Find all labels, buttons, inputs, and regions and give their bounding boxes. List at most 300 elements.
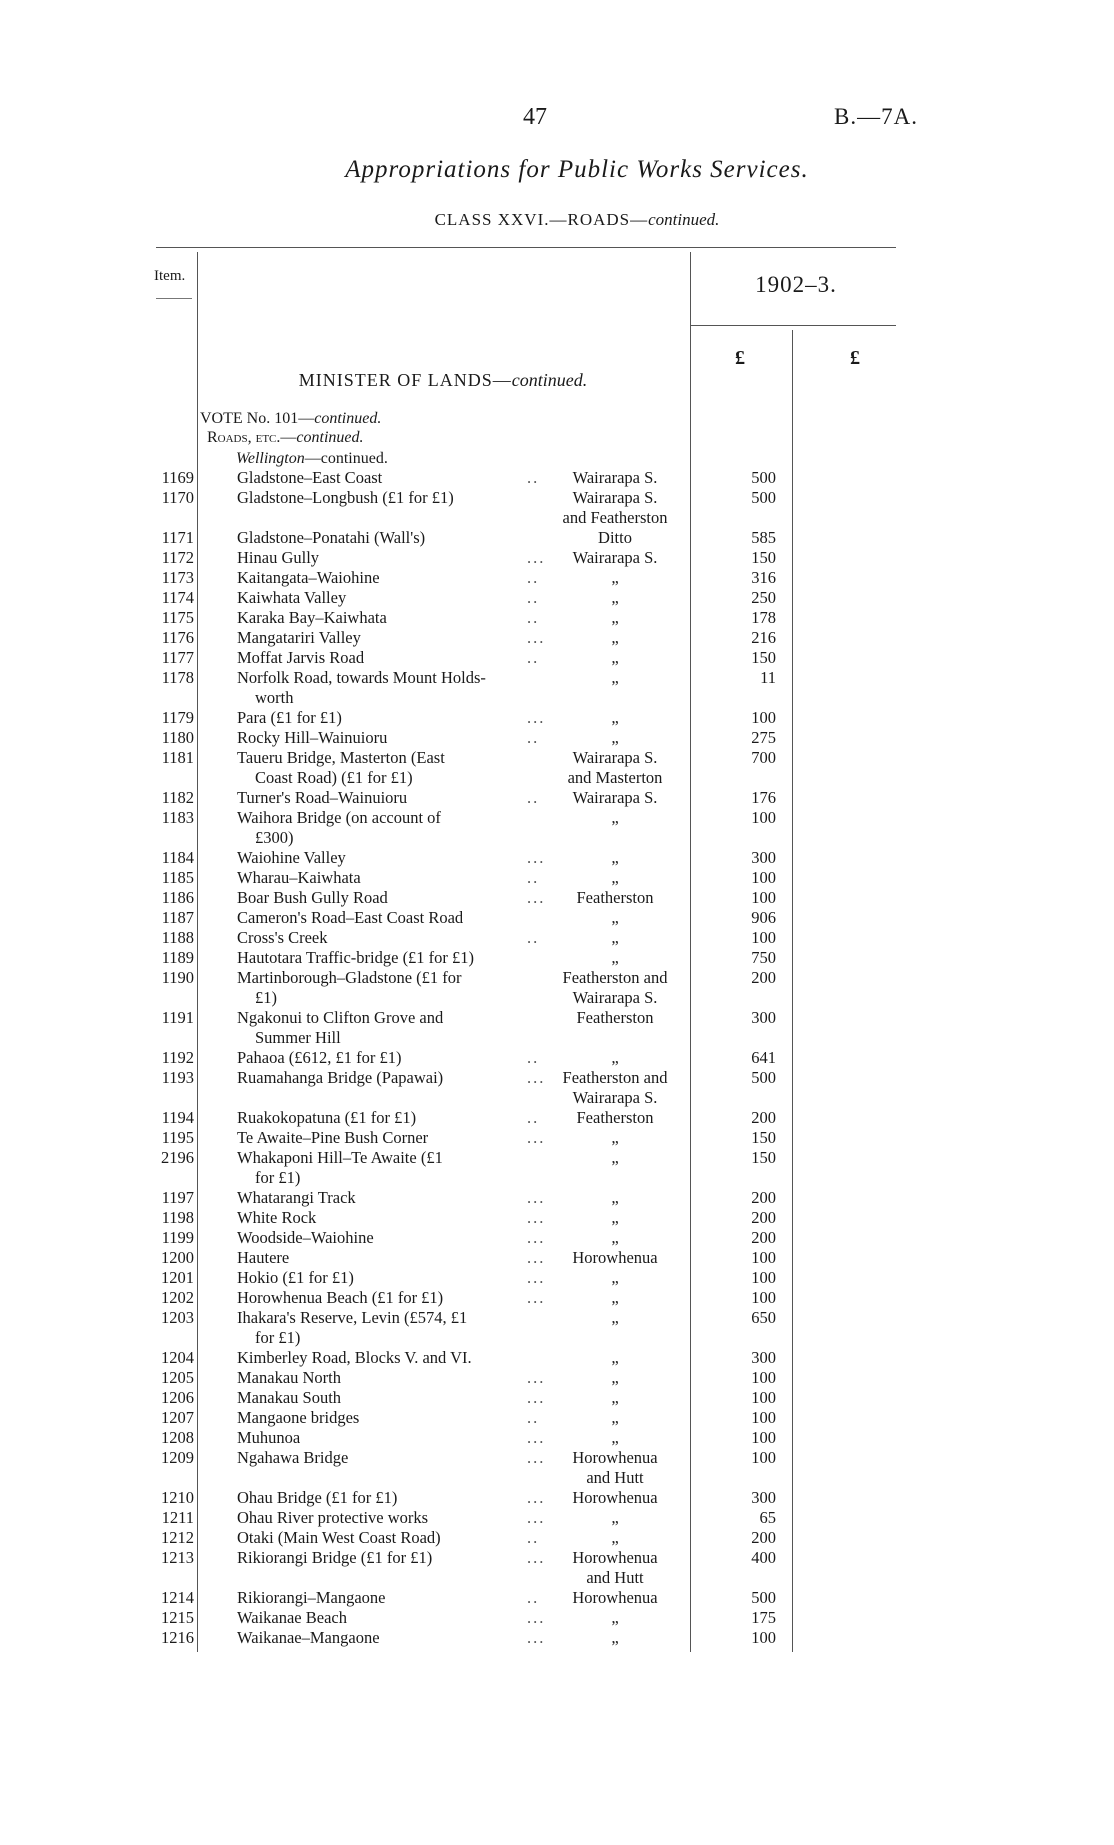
- table-row: [0, 468, 1114, 488]
- road-name: [237, 1388, 547, 1408]
- table-row: [0, 928, 1114, 948]
- district-line: „: [611, 1188, 619, 1207]
- dot-leader: ..: [527, 568, 540, 587]
- table-row: [0, 728, 1114, 748]
- district-line: Horowhenua: [572, 1588, 658, 1607]
- road-name-text: Mangatariri Valley: [237, 628, 361, 647]
- item-number: 1171: [161, 528, 194, 547]
- item-number: 1177: [161, 648, 194, 667]
- district-line: Horowhenua: [572, 1248, 658, 1267]
- road-name-text: Waihora Bridge (on account of: [237, 808, 441, 827]
- amount-value: 200: [751, 1208, 776, 1227]
- district-line: „: [611, 1388, 619, 1407]
- district-line: „: [611, 1288, 619, 1307]
- electoral-district: [540, 1508, 690, 1528]
- amount-value: 100: [751, 1368, 776, 1387]
- district-line: Wairarapa S.: [572, 488, 658, 507]
- road-name: [237, 1628, 547, 1648]
- electoral-district: [540, 608, 690, 628]
- road-name: [237, 1048, 547, 1068]
- district-line: „: [611, 648, 619, 667]
- electoral-district: [540, 568, 690, 588]
- table-row: [0, 628, 1114, 648]
- table-row: [0, 1068, 1114, 1108]
- road-name: [237, 1108, 547, 1128]
- road-name: [237, 1188, 547, 1208]
- district-line: „: [611, 1308, 619, 1327]
- road-name-text: Hautotara Traffic-bridge (£1 for £1): [237, 948, 475, 967]
- road-name: [237, 668, 547, 708]
- electoral-district: [540, 868, 690, 888]
- district-line: and Hutt: [586, 1568, 644, 1587]
- district-line: Featherston: [576, 888, 654, 907]
- roads-heading-label: Roads, etc.—: [207, 429, 297, 446]
- amount-value: 176: [751, 788, 776, 807]
- road-name-text: Otaki (Main West Coast Road): [237, 1528, 441, 1547]
- item-number: 1195: [161, 1128, 194, 1147]
- item-number: 1200: [161, 1248, 194, 1267]
- road-name-text: Hokio (£1 for £1): [237, 1268, 354, 1287]
- table-row: [0, 748, 1114, 788]
- district-line: „: [611, 868, 619, 887]
- road-name-text: Kimberley Road, Blocks V. and VI.: [237, 1348, 472, 1367]
- amount-value: 100: [751, 708, 776, 727]
- table-row: [0, 1488, 1114, 1508]
- dot-leader: ..: [527, 868, 540, 887]
- road-name: [237, 788, 547, 808]
- road-name: [237, 528, 547, 548]
- table-row: [0, 1368, 1114, 1388]
- dot-leader: ...: [527, 1368, 546, 1387]
- item-number: 1192: [161, 1048, 194, 1067]
- electoral-district: [540, 1188, 690, 1208]
- road-name-text: Ohau River protective works: [237, 1508, 429, 1527]
- electoral-district: [540, 668, 690, 688]
- dot-leader: ...: [527, 1068, 546, 1087]
- item-number: 1190: [161, 968, 194, 987]
- road-name-text: Manakau North: [237, 1368, 342, 1387]
- road-name-text: Karaka Bay–Kaiwhata: [237, 608, 387, 627]
- amount-value: 500: [751, 488, 776, 507]
- electoral-district: [540, 488, 690, 528]
- electoral-district: [540, 948, 690, 968]
- road-name-continuation: £300): [255, 828, 294, 847]
- electoral-district: [540, 1488, 690, 1508]
- amount-value: 275: [751, 728, 776, 747]
- electoral-district: [540, 1348, 690, 1368]
- item-number: 1202: [161, 1288, 194, 1307]
- table-row: [0, 968, 1114, 1008]
- road-name: [237, 1608, 547, 1628]
- pound-column-header-1: £: [735, 347, 745, 369]
- road-name: [237, 928, 547, 948]
- amount-value: 641: [751, 1048, 776, 1067]
- table-row: [0, 488, 1114, 528]
- roads-heading: [207, 428, 364, 447]
- road-name: [237, 628, 547, 648]
- vote-heading: [200, 409, 381, 428]
- district-line: „: [611, 1368, 619, 1387]
- table-row: [0, 908, 1114, 928]
- wellington-heading: [236, 449, 388, 468]
- district-line: „: [611, 1528, 619, 1547]
- dot-leader: ...: [527, 1248, 546, 1267]
- dot-leader: ...: [527, 1228, 546, 1247]
- section-heading-continued: continued.: [511, 370, 588, 390]
- district-line: „: [611, 628, 619, 647]
- item-number: 1173: [161, 568, 194, 587]
- vote-heading-label: VOTE No. 101—: [200, 410, 315, 427]
- road-name-text: Rikiorangi–Mangaone: [237, 1588, 386, 1607]
- item-number: 1197: [161, 1188, 194, 1207]
- electoral-district: [540, 808, 690, 828]
- amount-value: 150: [751, 548, 776, 567]
- item-number: 1214: [161, 1588, 194, 1607]
- road-name-text: Ohau Bridge (£1 for £1): [237, 1488, 398, 1507]
- amount-value: 300: [751, 848, 776, 867]
- electoral-district: [540, 648, 690, 668]
- page-title: Appropriations for Public Works Services.: [345, 156, 809, 183]
- district-line: Wairarapa S.: [572, 548, 658, 567]
- electoral-district: [540, 1128, 690, 1148]
- table-row: [0, 1548, 1114, 1588]
- road-name: [237, 1008, 547, 1048]
- table-row: [0, 1288, 1114, 1308]
- road-name-text: Mangaone bridges: [237, 1408, 360, 1427]
- road-name: [237, 1068, 547, 1088]
- amount-value: 100: [751, 1628, 776, 1647]
- table-row: [0, 1188, 1114, 1208]
- dot-leader: ..: [527, 1048, 540, 1067]
- road-name-text: Muhunoa: [237, 1428, 301, 1447]
- item-number: 1185: [161, 868, 194, 887]
- table-row: [0, 1128, 1114, 1148]
- dot-leader: ...: [527, 1288, 546, 1307]
- item-number: 1170: [161, 488, 194, 507]
- page-header: [0, 104, 1114, 134]
- table-row: [0, 708, 1114, 728]
- district-line: Ditto: [598, 528, 632, 547]
- district-line: „: [611, 1148, 619, 1167]
- road-name-text: Turner's Road–Wainuioru: [237, 788, 408, 807]
- amount-value: 200: [751, 1188, 776, 1207]
- dot-leader: ...: [527, 1428, 546, 1447]
- amount-value: 250: [751, 588, 776, 607]
- road-name: [237, 1208, 547, 1228]
- table-row: [0, 1108, 1114, 1128]
- table-row: [0, 1388, 1114, 1408]
- class-title-continued: continued.: [648, 210, 720, 229]
- amount-value: 200: [751, 1108, 776, 1127]
- dot-leader: ...: [527, 1608, 546, 1627]
- table-row: [0, 1628, 1114, 1648]
- table-row: [0, 848, 1114, 868]
- item-number: 1206: [161, 1388, 194, 1407]
- electoral-district: [540, 1428, 690, 1448]
- amount-value: 175: [751, 1608, 776, 1627]
- road-name: [237, 468, 547, 488]
- dot-leader: ...: [527, 1508, 546, 1527]
- district-line: „: [611, 1228, 619, 1247]
- amount-value: 500: [751, 468, 776, 487]
- item-number: 1178: [161, 668, 194, 687]
- district-line: Wairarapa S.: [572, 1088, 658, 1107]
- road-name: [237, 1368, 547, 1388]
- road-name-text: Te Awaite–Pine Bush Corner: [237, 1128, 429, 1147]
- table-row: [0, 1348, 1114, 1368]
- road-name-text: Wharau–Kaiwhata: [237, 868, 361, 887]
- electoral-district: [540, 1588, 690, 1608]
- item-number: 1172: [161, 548, 194, 567]
- road-name: [237, 1528, 547, 1548]
- district-line: „: [611, 728, 619, 747]
- table-row: [0, 1588, 1114, 1608]
- electoral-district: [540, 628, 690, 648]
- item-number: 1181: [161, 748, 194, 767]
- road-name-text: Boar Bush Gully Road: [237, 888, 388, 907]
- dot-leader: ..: [527, 728, 540, 747]
- dot-leader: ...: [527, 708, 546, 727]
- table-row: [0, 548, 1114, 568]
- electoral-district: [540, 1108, 690, 1128]
- section-heading: [198, 370, 688, 391]
- electoral-district: [540, 548, 690, 568]
- page-number: 47: [523, 104, 547, 130]
- road-name-continuation: Summer Hill: [255, 1028, 341, 1047]
- roads-heading-continued: continued.: [296, 429, 364, 446]
- road-name: [237, 1288, 547, 1308]
- road-name-text: Ruakokopatuna (£1 for £1): [237, 1108, 417, 1127]
- section-heading-main: MINISTER OF LANDS—: [298, 370, 512, 390]
- road-name-text: Hautere: [237, 1248, 290, 1267]
- district-line: „: [611, 848, 619, 867]
- amount-value: 100: [751, 888, 776, 907]
- table-row: [0, 588, 1114, 608]
- road-name-text: Ruamahanga Bridge (Papawai): [237, 1068, 444, 1087]
- item-number: 1191: [161, 1008, 194, 1027]
- dot-leader: ...: [527, 888, 546, 907]
- district-line: Featherston: [576, 1008, 654, 1027]
- road-name-text: Para (£1 for £1): [237, 708, 342, 727]
- item-number: 1188: [161, 928, 194, 947]
- table-row: [0, 568, 1114, 588]
- road-name: [237, 968, 547, 1008]
- table-row: [0, 1148, 1114, 1188]
- amount-value: 700: [751, 748, 776, 767]
- district-line: „: [611, 1128, 619, 1147]
- district-line: Featherston and: [562, 968, 668, 987]
- amount-value: 200: [751, 968, 776, 987]
- electoral-district: [540, 1448, 690, 1488]
- table-row: [0, 1228, 1114, 1248]
- district-line: „: [611, 1208, 619, 1227]
- district-line: „: [611, 808, 619, 827]
- road-name-text: Cameron's Road–East Coast Road: [237, 908, 464, 927]
- amount-value: 585: [751, 528, 776, 547]
- road-name: [237, 608, 547, 628]
- district-line: „: [611, 1268, 619, 1287]
- table-row: [0, 788, 1114, 808]
- road-name-text: Ngahawa Bridge: [237, 1448, 349, 1467]
- district-line: „: [611, 588, 619, 607]
- class-title-main: CLASS XXVI.—ROADS—: [434, 210, 649, 229]
- road-name-text: Waikanae Beach: [237, 1608, 347, 1627]
- electoral-district: [540, 1368, 690, 1388]
- road-name: [237, 728, 547, 748]
- road-name-text: Whakaponi Hill–Te Awaite (£1: [237, 1148, 443, 1167]
- electoral-district: [540, 1208, 690, 1228]
- road-name-text: Kaiwhata Valley: [237, 588, 347, 607]
- road-name-text: Waiohine Valley: [237, 848, 346, 867]
- amount-value: 100: [751, 1388, 776, 1407]
- table-row: [0, 948, 1114, 968]
- item-number: 1207: [161, 1408, 194, 1427]
- item-number: 1176: [161, 628, 194, 647]
- road-name: [237, 1448, 547, 1468]
- electoral-district: [540, 728, 690, 748]
- table-row: [0, 1248, 1114, 1268]
- amount-value: 150: [751, 1128, 776, 1147]
- electoral-district: [540, 1288, 690, 1308]
- district-line: „: [611, 1408, 619, 1427]
- road-name: [237, 488, 547, 508]
- year-column-header: 1902–3.: [755, 272, 837, 297]
- district-line: Featherston and: [562, 1068, 668, 1087]
- item-number: 1215: [161, 1608, 194, 1627]
- header-top-rule: [156, 247, 896, 248]
- amount-value: 100: [751, 868, 776, 887]
- road-name: [237, 1128, 547, 1148]
- item-number: 1182: [161, 788, 194, 807]
- road-name-text: Gladstone–Ponatahi (Wall's): [237, 528, 426, 547]
- district-line: and Featherston: [562, 508, 668, 527]
- road-name: [237, 588, 547, 608]
- electoral-district: [540, 1628, 690, 1648]
- table-row: [0, 888, 1114, 908]
- road-name-text: Gladstone–East Coast: [237, 468, 383, 487]
- amount-value: 100: [751, 1428, 776, 1447]
- road-name-continuation: Coast Road) (£1 for £1): [255, 768, 413, 787]
- amount-value: 500: [751, 1588, 776, 1607]
- amount-value: 650: [751, 1308, 776, 1327]
- pound-column-header-2: £: [850, 347, 860, 369]
- electoral-district: [540, 1048, 690, 1068]
- road-name: [237, 808, 547, 848]
- item-number: 1198: [161, 1208, 194, 1227]
- dot-leader: ...: [527, 628, 546, 647]
- dot-leader: ..: [527, 608, 540, 627]
- table-row: [0, 1048, 1114, 1068]
- item-number: 1203: [161, 1308, 194, 1327]
- electoral-district: [540, 1268, 690, 1288]
- amount-value: 100: [751, 1288, 776, 1307]
- electoral-district: [540, 468, 690, 488]
- district-line: and Masterton: [567, 768, 663, 787]
- electoral-district: [540, 1388, 690, 1408]
- district-line: Horowhenua: [572, 1448, 658, 1467]
- amount-value: 100: [751, 928, 776, 947]
- road-name-text: Woodside–Waiohine: [237, 1228, 374, 1247]
- item-number: 1216: [161, 1628, 194, 1647]
- district-line: „: [611, 1608, 619, 1627]
- amount-value: 500: [751, 1068, 776, 1087]
- document-code: B.—7A.: [834, 104, 918, 129]
- district-line: „: [611, 1428, 619, 1447]
- district-line: and Hutt: [586, 1468, 644, 1487]
- road-name: [237, 1248, 547, 1268]
- item-number: 1175: [161, 608, 194, 627]
- road-name-text: Manakau South: [237, 1388, 342, 1407]
- item-header-underline: [156, 298, 192, 299]
- electoral-district: [540, 1248, 690, 1268]
- district-line: „: [611, 928, 619, 947]
- item-column-header: Item.: [154, 268, 186, 284]
- table-row: [0, 1428, 1114, 1448]
- amount-value: 906: [751, 908, 776, 927]
- road-name-continuation: for £1): [255, 1168, 301, 1187]
- road-name: [237, 1548, 547, 1568]
- electoral-district: [540, 848, 690, 868]
- item-number: 1186: [161, 888, 194, 907]
- electoral-district: [540, 928, 690, 948]
- road-name-text: Whatarangi Track: [237, 1188, 356, 1207]
- amount-value: 11: [760, 668, 776, 687]
- road-name: [237, 1348, 547, 1368]
- electoral-district: [540, 588, 690, 608]
- amount-value: 100: [751, 1248, 776, 1267]
- road-name-text: Ngakonui to Clifton Grove and: [237, 1008, 444, 1027]
- year-bottom-rule: [690, 325, 896, 326]
- table-row: [0, 1528, 1114, 1548]
- road-name-text: Taueru Bridge, Masterton (East: [237, 748, 445, 767]
- dot-leader: ...: [527, 1268, 546, 1287]
- amount-value: 100: [751, 808, 776, 827]
- item-number: 1212: [161, 1528, 194, 1547]
- amount-value: 316: [751, 568, 776, 587]
- road-name-text: Ihakara's Reserve, Levin (£574, £1: [237, 1308, 468, 1327]
- table-row: [0, 1448, 1114, 1488]
- road-name: [237, 1508, 547, 1528]
- district-line: Wairarapa S.: [572, 988, 658, 1007]
- item-number: 1169: [161, 468, 194, 487]
- table-row: [0, 668, 1114, 708]
- road-name: [237, 868, 547, 888]
- vote-heading-continued: continued.: [314, 410, 382, 427]
- table-row: [0, 648, 1114, 668]
- table-row: [0, 1408, 1114, 1428]
- road-name: [237, 948, 547, 968]
- electoral-district: [540, 788, 690, 808]
- amount-value: 100: [751, 1408, 776, 1427]
- item-number: 1179: [161, 708, 194, 727]
- item-number: 1204: [161, 1348, 194, 1367]
- road-name-continuation: £1): [255, 988, 277, 1007]
- electoral-district: [540, 708, 690, 728]
- dot-leader: ...: [527, 1128, 546, 1147]
- dot-leader: ...: [527, 548, 546, 567]
- road-name: [237, 888, 547, 908]
- dot-leader: ..: [527, 588, 540, 607]
- road-name: [237, 1428, 547, 1448]
- road-name-text: Martinborough–Gladstone (£1 for: [237, 968, 462, 987]
- road-name-text: Cross's Creek: [237, 928, 328, 947]
- item-number: 1210: [161, 1488, 194, 1507]
- electoral-district: [540, 1068, 690, 1108]
- item-number: 1194: [161, 1108, 194, 1127]
- amount-value: 150: [751, 1148, 776, 1167]
- road-name: [237, 1588, 547, 1608]
- item-number: 1211: [161, 1508, 194, 1527]
